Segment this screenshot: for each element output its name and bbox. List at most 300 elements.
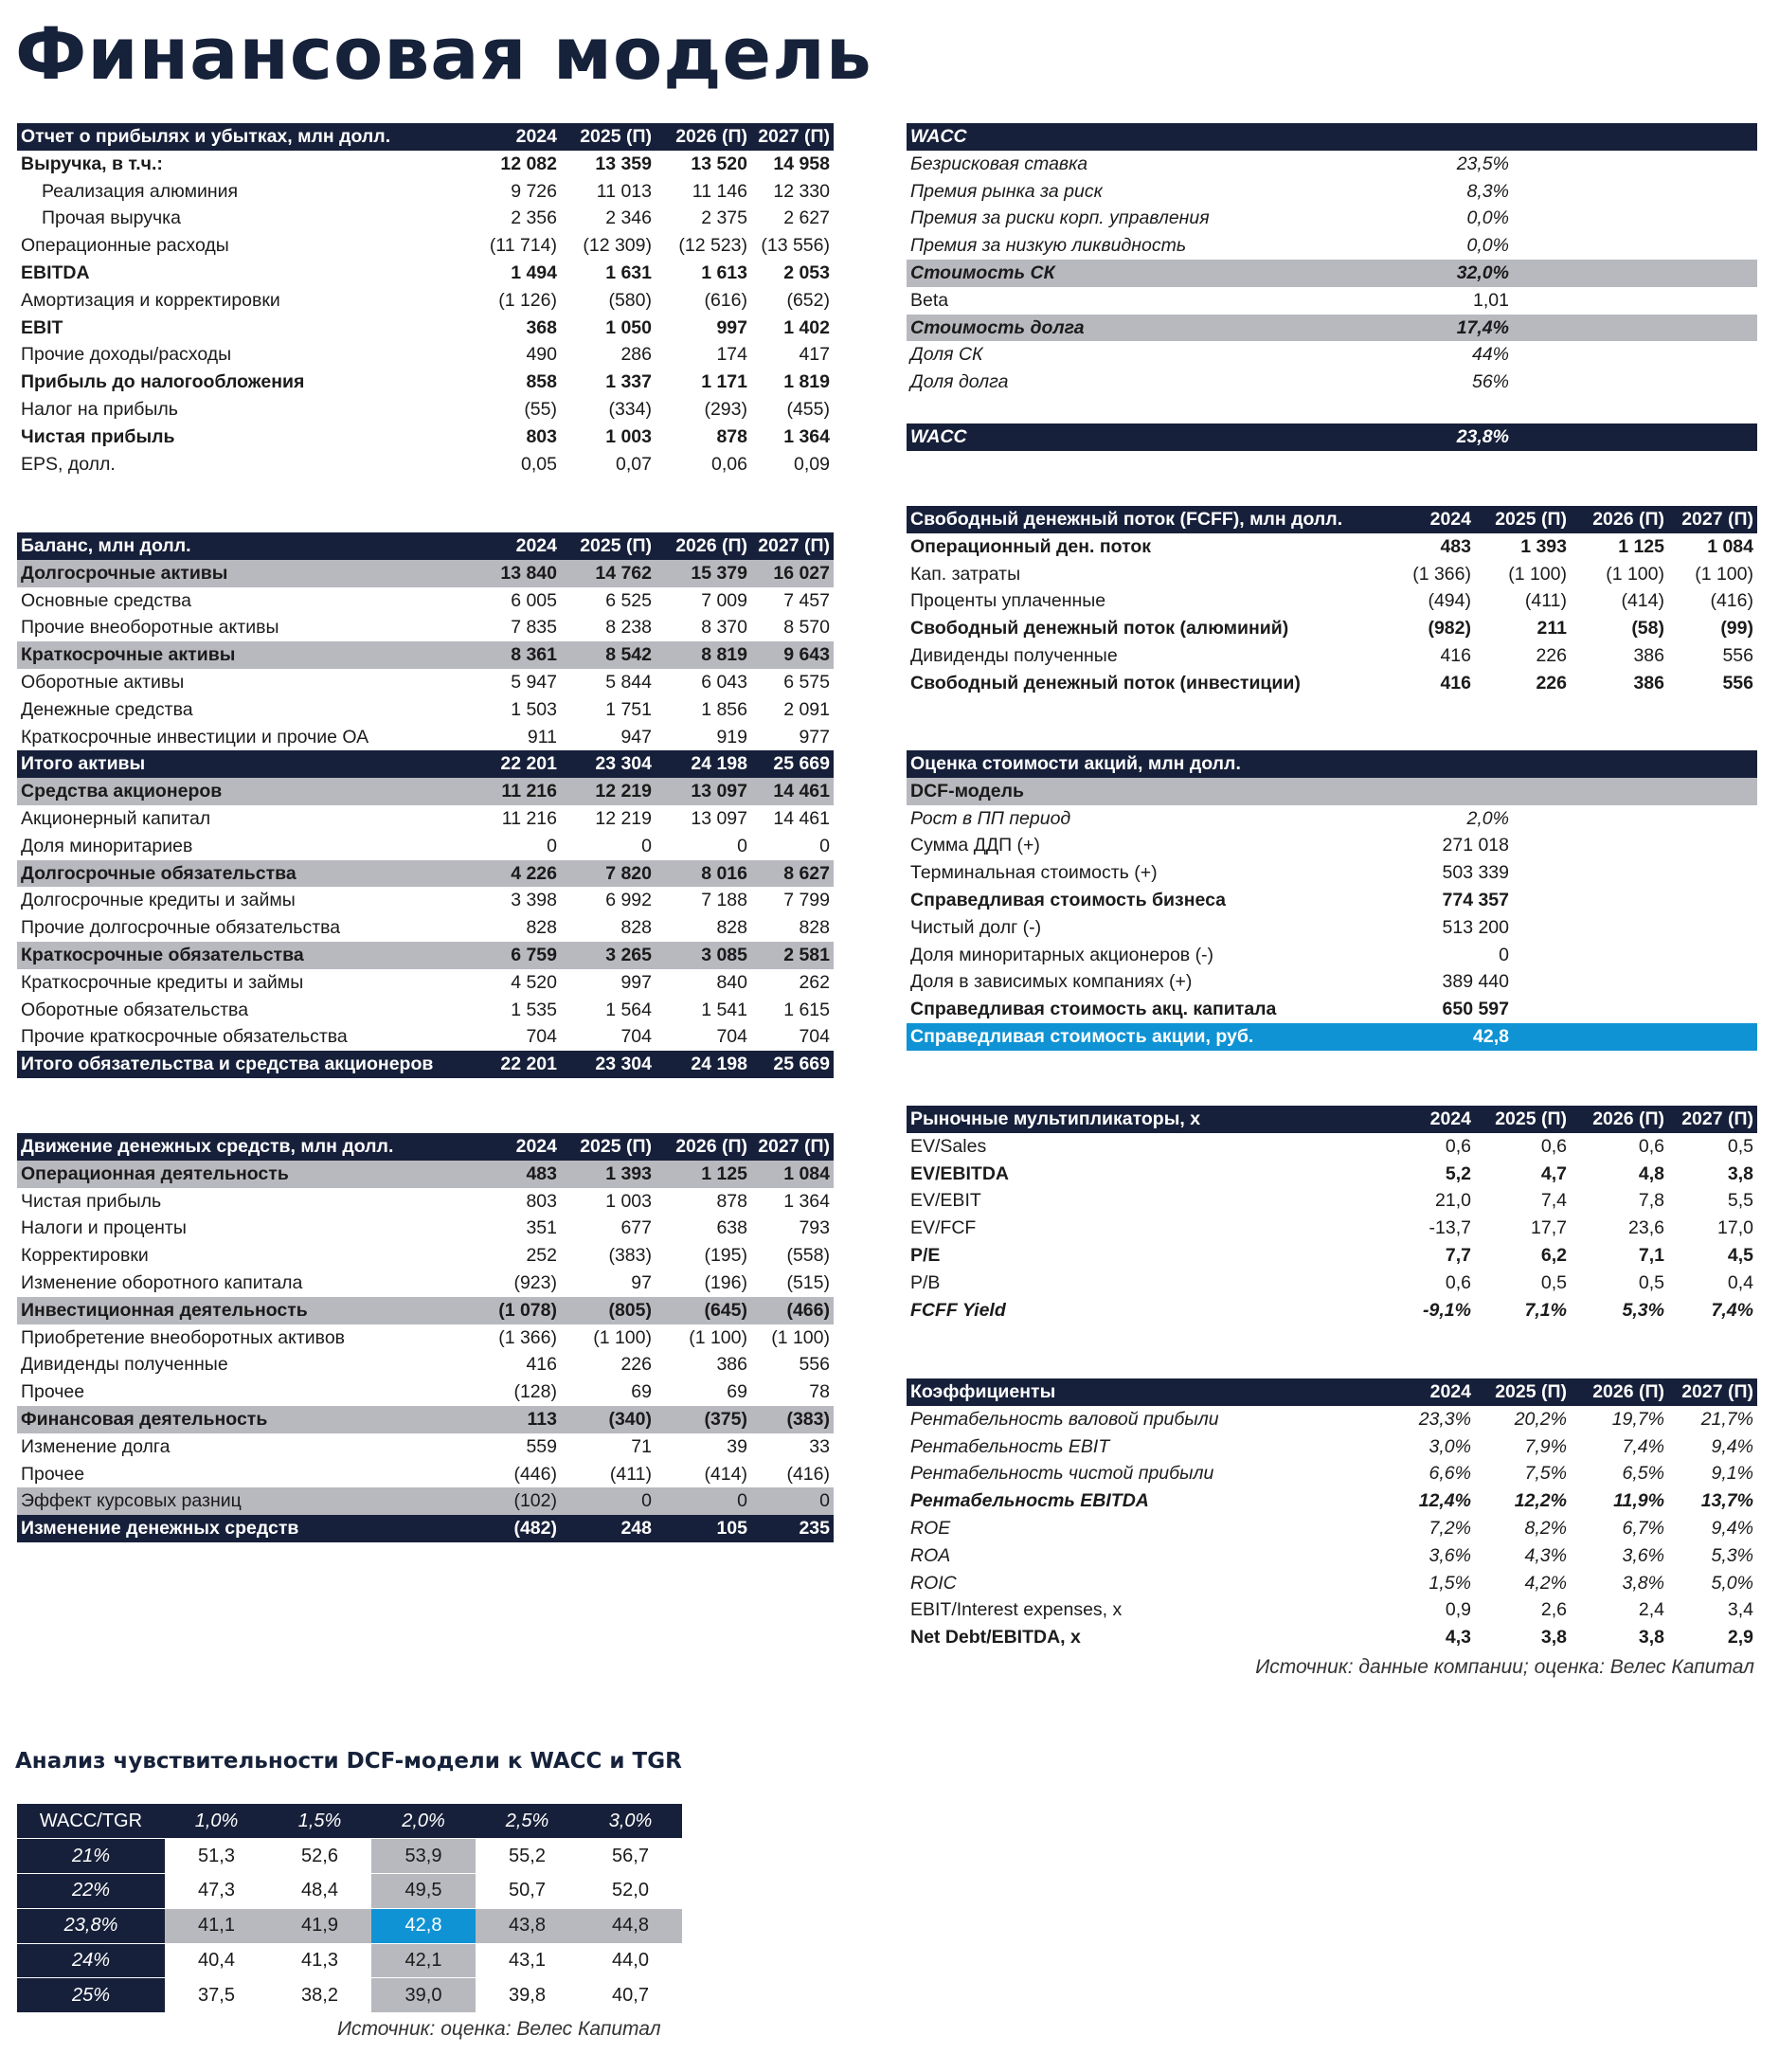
- row-value: 2 346: [605, 207, 652, 229]
- row-value: (411): [1524, 590, 1567, 612]
- row-value: 417: [799, 344, 830, 366]
- row-value: 1 003: [605, 1190, 652, 1212]
- row-value: (1 078): [474, 1297, 561, 1324]
- row-value: (482): [474, 1515, 561, 1542]
- row-value: 0,6: [1445, 1271, 1471, 1293]
- row-value: 5,3%: [1711, 1544, 1753, 1566]
- table-row: [907, 1161, 1757, 1188]
- row-value: 44%: [1471, 344, 1509, 366]
- row-value: 793: [799, 1217, 830, 1239]
- table-row: [17, 1188, 834, 1216]
- row-label: Краткосрочные активы: [17, 641, 474, 669]
- row-value: 15 379: [656, 560, 751, 587]
- row-value: 6 525: [605, 589, 652, 611]
- row-value: 25 669: [751, 1051, 834, 1078]
- row-label: Денежные средства: [21, 698, 193, 720]
- table-row: [17, 1406, 834, 1433]
- row-value: (1 100): [1508, 563, 1567, 585]
- fcff-table: [907, 506, 1757, 697]
- table-row: [907, 341, 1757, 369]
- row-value: 8 542: [561, 641, 656, 669]
- row-value: 947: [620, 726, 652, 748]
- row-value: 1 564: [605, 999, 652, 1020]
- row-label: Доля миноритарных акционеров (-): [910, 944, 1214, 965]
- row-value: 2 053: [783, 261, 830, 283]
- row-value: (1 100): [689, 1326, 747, 1348]
- sensitivity-row: [17, 1908, 682, 1943]
- column-header: 2025 (П): [561, 123, 656, 151]
- row-value: 11,9%: [1613, 1490, 1664, 1512]
- row-value: 1 050: [605, 316, 652, 338]
- row-value: 7,4: [1540, 1190, 1567, 1212]
- row-value: 4 520: [511, 971, 557, 993]
- row-value: 7 457: [783, 589, 830, 611]
- column-header: 2026 (П): [1571, 506, 1668, 533]
- table-row: [17, 641, 834, 669]
- row-value: 386: [716, 1354, 747, 1376]
- row-value: (55): [524, 398, 557, 420]
- row-value: 7 188: [701, 890, 747, 911]
- table-row: [907, 260, 1757, 287]
- row-value: 6 575: [783, 671, 830, 693]
- row-label: Сумма ДДП (+): [910, 835, 1040, 856]
- row-label: Прочие доходы/расходы: [21, 344, 232, 366]
- row-label: Премия рынка за риск: [910, 180, 1103, 202]
- row-value: 9,4%: [1711, 1517, 1753, 1539]
- row-value: 71: [631, 1435, 652, 1457]
- row-label: Net Debt/EBITDA, x: [910, 1627, 1081, 1649]
- table-row: [17, 1051, 834, 1078]
- row-value: 0,07: [616, 453, 652, 475]
- row-label: Средства акционеров: [17, 778, 474, 805]
- row-value: 11 146: [692, 180, 747, 202]
- row-label: DCF-модель: [907, 778, 1418, 805]
- row-label: Стоимость долга: [907, 315, 1418, 342]
- row-label: Налог на прибыль: [21, 398, 178, 420]
- row-value: 1 503: [511, 698, 557, 720]
- tgr-header: 2,0%: [371, 1804, 476, 1839]
- table-row: [17, 614, 834, 641]
- row-value: 0: [547, 835, 557, 856]
- row-value: (12 523): [678, 235, 747, 257]
- table-row: [17, 860, 834, 888]
- row-value: 638: [716, 1217, 747, 1239]
- row-value: 858: [526, 371, 557, 393]
- row-value: (416): [1710, 590, 1753, 612]
- sensitivity-value: 52,6: [268, 1839, 371, 1874]
- row-value: 2,0%: [1466, 807, 1509, 829]
- row-label: Безрисковая ставка: [910, 153, 1088, 174]
- row-label: Свободный денежный поток (инвестиции): [910, 672, 1301, 694]
- row-value: 17,7: [1531, 1217, 1567, 1239]
- sensitivity-value: 53,9: [371, 1839, 476, 1874]
- row-value: 3 085: [656, 942, 751, 969]
- ratios-header-row: [907, 1378, 1757, 1406]
- row-value: 69: [727, 1381, 747, 1403]
- row-value: 1 751: [605, 698, 652, 720]
- row-value: 1,01: [1473, 289, 1509, 311]
- table-title: Рыночные мультипликаторы, x: [907, 1106, 1392, 1133]
- row-label: Амортизация и корректировки: [21, 289, 280, 311]
- column-header: 2027 (П): [1668, 506, 1757, 533]
- row-value: 8 016: [656, 860, 751, 888]
- sensitivity-value: 41,1: [165, 1908, 268, 1943]
- table-row: [17, 1487, 834, 1515]
- column-header: 2027 (П): [751, 1133, 834, 1161]
- sensitivity-row: [17, 1874, 682, 1909]
- row-value: 919: [716, 726, 747, 748]
- table-row: [907, 859, 1757, 887]
- row-value: (558): [786, 1245, 830, 1267]
- source-note: Источник: данные компании; оценка: Велес Капитал: [1255, 1656, 1754, 1678]
- tgr-header: 3,0%: [579, 1804, 682, 1839]
- row-label: Рентабельность чистой прибыли: [910, 1463, 1214, 1485]
- cash-flow-table: [17, 1133, 834, 1542]
- row-label: Приобретение внеоборотных активов: [21, 1326, 346, 1348]
- row-label: Основные средства: [21, 589, 191, 611]
- row-label: Изменение оборотного капитала: [21, 1271, 303, 1293]
- row-label: Итого активы: [17, 750, 474, 778]
- row-value: 2,9: [1727, 1627, 1753, 1649]
- row-value: 7,9%: [1524, 1435, 1567, 1457]
- row-label: ROA: [910, 1544, 951, 1566]
- row-value: (446): [513, 1463, 557, 1485]
- row-value: 7 799: [783, 890, 830, 911]
- row-value: 16 027: [751, 560, 834, 587]
- row-value: 5 947: [511, 671, 557, 693]
- row-label: FCFF Yield: [910, 1299, 1006, 1321]
- row-value: 14 762: [561, 560, 656, 587]
- row-value: 2,4: [1638, 1599, 1664, 1621]
- row-value: 21,7%: [1700, 1408, 1753, 1430]
- table-row: [907, 914, 1757, 942]
- row-value: 0,6: [1540, 1135, 1567, 1157]
- table-row: [17, 587, 834, 615]
- sensitivity-value: 39,8: [476, 1978, 579, 2013]
- row-value: (805): [561, 1297, 656, 1324]
- row-value: 1 402: [783, 316, 830, 338]
- row-label: Акционерный капитал: [21, 807, 211, 829]
- row-label: EV/EBIT: [910, 1190, 981, 1212]
- row-value: 3 265: [561, 942, 656, 969]
- row-value: 8 238: [605, 617, 652, 639]
- column-header: 2024: [474, 123, 561, 151]
- row-label: EBIT: [21, 316, 63, 338]
- row-value: 12 219: [595, 807, 652, 829]
- row-label: Дивиденды полученные: [21, 1354, 228, 1376]
- row-value: (383): [751, 1406, 834, 1433]
- row-value: 56%: [1471, 371, 1509, 393]
- sensitivity-value: 44,8: [579, 1908, 682, 1943]
- row-label: Прочая выручка: [42, 207, 181, 229]
- row-label: Премия за низкую ликвидность: [910, 235, 1187, 257]
- row-value: 389 440: [1442, 971, 1509, 993]
- row-value: 6 992: [605, 890, 652, 911]
- row-value: 13 097: [691, 807, 747, 829]
- tgr-header: 1,5%: [268, 1804, 371, 1839]
- row-value: (334): [608, 398, 652, 420]
- row-value: 1 003: [605, 425, 652, 447]
- row-value: 24 198: [656, 1051, 751, 1078]
- row-value: 0: [561, 1487, 656, 1515]
- table-row: [17, 1215, 834, 1242]
- table-row: [17, 942, 834, 969]
- row-value: 0,9: [1445, 1599, 1471, 1621]
- income-header-row: [17, 123, 834, 151]
- row-value: 803: [526, 425, 557, 447]
- row-value: 2 091: [783, 698, 830, 720]
- row-label: Изменение долга: [21, 1435, 171, 1457]
- table-row: [907, 615, 1757, 642]
- table-row: [907, 1270, 1757, 1297]
- row-value: 13 359: [595, 153, 652, 174]
- sensitivity-value: 43,1: [476, 1943, 579, 1978]
- sensitivity-value: 44,0: [579, 1943, 682, 1978]
- row-label: Чистый долг (-): [910, 916, 1042, 938]
- row-label: EPS, долл.: [21, 453, 116, 475]
- row-value: 23,5%: [1456, 153, 1509, 174]
- row-value: 6,6%: [1429, 1463, 1471, 1485]
- table-row: [17, 1351, 834, 1378]
- row-value: (1 100): [1606, 563, 1664, 585]
- table-row: [17, 969, 834, 997]
- row-value: 7,8: [1638, 1190, 1664, 1212]
- table-row: [17, 669, 834, 696]
- row-label: EV/EBITDA: [910, 1162, 1010, 1184]
- row-value: 0: [1499, 944, 1509, 965]
- table-row: [17, 1378, 834, 1406]
- row-value: (196): [704, 1271, 747, 1293]
- row-value: 2 375: [701, 207, 747, 229]
- table-row: [17, 750, 834, 778]
- ratios-table: [907, 1378, 1757, 1651]
- table-row: [907, 1133, 1757, 1161]
- multiples-table: [907, 1106, 1757, 1324]
- row-label: Справедливая стоимость акции, руб.: [907, 1023, 1418, 1051]
- row-value: -13,7: [1429, 1217, 1471, 1239]
- column-header: 2025 (П): [561, 1133, 656, 1161]
- row-value: 252: [526, 1245, 557, 1267]
- column-header: 2027 (П): [1668, 1106, 1757, 1133]
- row-label: Прибыль до налогообложения: [21, 371, 305, 393]
- row-value: (645): [656, 1297, 751, 1324]
- row-value: (340): [561, 1406, 656, 1433]
- row-value: 2 356: [511, 207, 557, 229]
- row-value: (455): [786, 398, 830, 420]
- table-title: Коэффициенты: [907, 1378, 1392, 1406]
- column-header: 2024: [1392, 1378, 1475, 1406]
- row-label: Beta: [910, 289, 949, 311]
- row-value: 23,8%: [1418, 423, 1513, 451]
- row-value: (1 366): [498, 1326, 557, 1348]
- row-value: 4,5: [1727, 1244, 1753, 1266]
- row-value: 828: [620, 917, 652, 939]
- row-label: Прочие краткосрочные обязательства: [21, 1026, 348, 1048]
- row-value: 490: [526, 344, 557, 366]
- row-value: 7,1: [1638, 1244, 1664, 1266]
- corner-header: WACC/TGR: [17, 1804, 165, 1839]
- row-label: ROIC: [910, 1572, 957, 1594]
- table-row: [17, 315, 834, 342]
- table-row: [17, 369, 834, 396]
- sensitivity-value: 38,2: [268, 1978, 371, 2013]
- table-row: [17, 1515, 834, 1542]
- row-value: 78: [809, 1381, 830, 1403]
- row-value: 32,0%: [1418, 260, 1513, 287]
- row-value: 704: [526, 1026, 557, 1048]
- row-value: 5 844: [605, 671, 652, 693]
- row-label: Кап. затраты: [910, 563, 1021, 585]
- row-value: 0,6: [1445, 1135, 1471, 1157]
- row-value: 7,4%: [1711, 1299, 1753, 1321]
- table-title: Оценка стоимости акций, млн долл.: [907, 750, 1418, 778]
- table-row: [907, 1406, 1757, 1433]
- row-label: Доля миноритариев: [21, 835, 193, 856]
- row-value: 1 364: [783, 1190, 830, 1212]
- row-label: Справедливая стоимость бизнеса: [910, 889, 1226, 910]
- row-value: 3,0%: [1429, 1435, 1471, 1457]
- row-value: 33: [809, 1435, 830, 1457]
- row-value: 13 840: [474, 560, 561, 587]
- row-value: 5,0%: [1711, 1572, 1753, 1594]
- row-label: Оборотные активы: [21, 671, 185, 693]
- row-label: Стоимость СК: [907, 260, 1418, 287]
- sensitivity-value: 39,0: [371, 1978, 476, 2013]
- sensitivity-value: 41,3: [268, 1943, 371, 1978]
- row-value: 6 759: [474, 942, 561, 969]
- row-value: 4 226: [474, 860, 561, 888]
- column-header: 2026 (П): [1571, 1106, 1668, 1133]
- row-value: 11 216: [501, 807, 557, 829]
- row-value: (494): [1428, 590, 1471, 612]
- row-label: Корректировки: [21, 1245, 149, 1267]
- row-value: (13 556): [761, 235, 830, 257]
- row-value: (616): [704, 289, 747, 311]
- table-row: [17, 1433, 834, 1461]
- row-value: 9 643: [751, 641, 834, 669]
- row-value: 174: [716, 344, 747, 366]
- sensitivity-value: 43,8: [476, 1908, 579, 1943]
- row-label: Финансовая деятельность: [17, 1406, 474, 1433]
- wacc-header-row: [907, 123, 1757, 151]
- row-value: 271 018: [1442, 835, 1509, 856]
- row-value: 226: [1536, 672, 1567, 694]
- row-label: Прочие долгосрочные обязательства: [21, 917, 341, 939]
- row-value: 416: [1440, 644, 1471, 666]
- row-label: P/E: [910, 1244, 941, 1266]
- row-value: 1 615: [783, 999, 830, 1020]
- row-value: (414): [704, 1463, 747, 1485]
- sensitivity-value: 41,9: [268, 1908, 371, 1943]
- row-value: 1 337: [605, 371, 652, 393]
- table-row: [17, 778, 834, 805]
- row-value: 22 201: [474, 750, 561, 778]
- row-label: P/B: [910, 1271, 941, 1293]
- row-value: 1 364: [783, 425, 830, 447]
- row-value: (128): [513, 1381, 557, 1403]
- row-value: 13,7%: [1700, 1490, 1753, 1512]
- row-value: 1 393: [561, 1161, 656, 1188]
- row-value: (580): [608, 289, 652, 311]
- row-value: 556: [1722, 644, 1753, 666]
- table-row: [907, 1515, 1757, 1542]
- row-label: WACC: [907, 423, 1418, 451]
- row-value: 513 200: [1442, 916, 1509, 938]
- table-row: [17, 1297, 834, 1324]
- row-value: 3,6%: [1622, 1544, 1664, 1566]
- row-value: 4,3%: [1524, 1544, 1567, 1566]
- table-row: [17, 396, 834, 423]
- table-row: [907, 1297, 1757, 1324]
- sensitivity-value: 56,7: [579, 1839, 682, 1874]
- row-value: 5,3%: [1622, 1299, 1664, 1321]
- column-header: 2026 (П): [656, 123, 751, 151]
- table-row: [907, 178, 1757, 206]
- column-header: 2025 (П): [1475, 1378, 1571, 1406]
- column-header: 2027 (П): [1668, 1378, 1757, 1406]
- income-statement-table: [17, 123, 834, 477]
- row-value: 997: [716, 316, 747, 338]
- row-value: 20,2%: [1514, 1408, 1567, 1430]
- row-value: (411): [609, 1463, 652, 1485]
- row-value: 42,8: [1418, 1023, 1513, 1051]
- row-value: 0,5: [1540, 1271, 1567, 1293]
- row-value: 704: [716, 1026, 747, 1048]
- table-row: [907, 1624, 1757, 1651]
- sensitivity-value: 37,5: [165, 1978, 268, 2013]
- table-row: [907, 533, 1757, 561]
- row-value: 7,5%: [1524, 1463, 1567, 1485]
- row-label: ROE: [910, 1517, 951, 1539]
- table-row: [17, 287, 834, 315]
- row-value: 24 198: [656, 750, 751, 778]
- valuation-table: [907, 750, 1757, 1051]
- row-value: 997: [620, 971, 652, 993]
- row-label: Долгосрочные активы: [17, 560, 474, 587]
- row-value: 878: [716, 425, 747, 447]
- row-label: Премия за риски корп. управления: [910, 207, 1210, 229]
- row-value: 0: [751, 1487, 834, 1515]
- table-row: [907, 1187, 1757, 1215]
- row-label: Долгосрочные обязательства: [17, 860, 474, 888]
- column-header: 2024: [474, 532, 561, 560]
- wacc-header: 23,8%: [17, 1908, 165, 1943]
- table-row: [17, 423, 834, 451]
- row-value: 248: [561, 1515, 656, 1542]
- row-value: (982): [1428, 618, 1471, 640]
- table-row: [907, 642, 1757, 670]
- row-value: (923): [513, 1271, 557, 1293]
- row-label: Прочие внеоборотные активы: [21, 617, 279, 639]
- row-value: 0: [737, 835, 747, 856]
- row-label: Оборотные обязательства: [21, 999, 249, 1020]
- row-label: Краткосрочные обязательства: [17, 942, 474, 969]
- row-value: (375): [656, 1406, 751, 1433]
- row-value: 2 581: [751, 942, 834, 969]
- row-value: 386: [1633, 644, 1664, 666]
- table-row: [907, 1596, 1757, 1624]
- table-row: [17, 724, 834, 751]
- row-label: Операционная деятельность: [17, 1161, 474, 1188]
- table-row: [17, 232, 834, 260]
- row-value: 0,06: [711, 453, 747, 475]
- row-value: 7 835: [511, 617, 557, 639]
- fcff-header-row: [907, 506, 1757, 533]
- row-label: Рост в ПП период: [910, 807, 1071, 829]
- sensitivity-value: 40,4: [165, 1943, 268, 1978]
- row-value: 368: [526, 316, 557, 338]
- row-value: 0: [656, 1487, 751, 1515]
